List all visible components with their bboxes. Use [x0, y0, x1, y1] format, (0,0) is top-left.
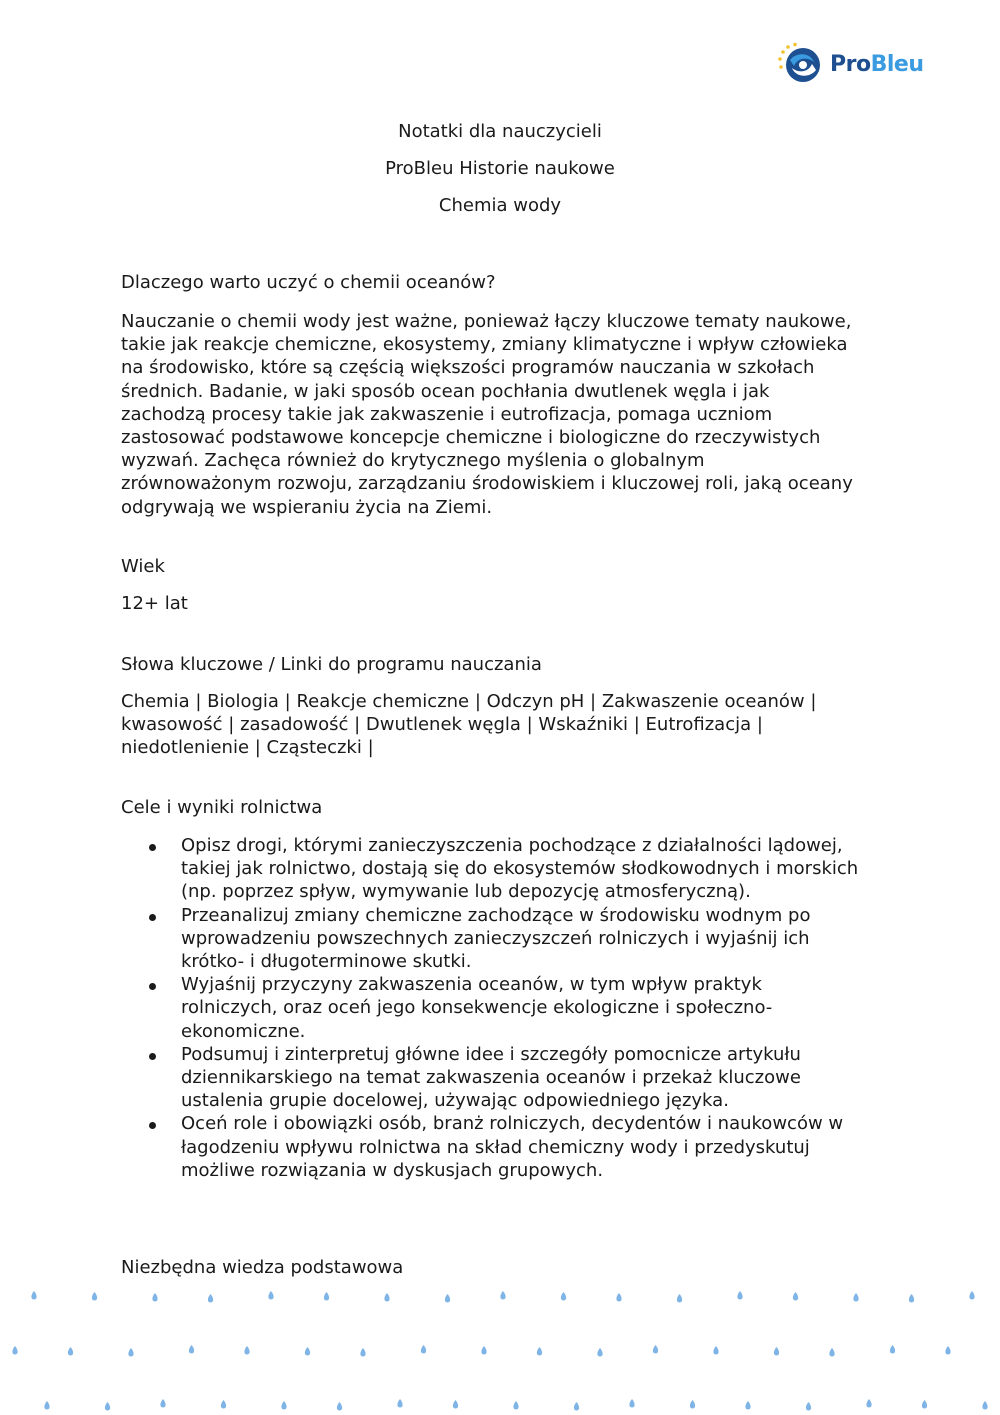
droplet-icon [793, 1292, 798, 1301]
bullet-icon [149, 844, 156, 851]
goals-heading: Cele i wyniki rolnictwa [121, 797, 323, 818]
droplet-icon [774, 1347, 779, 1356]
droplet-icon [829, 1348, 834, 1357]
why-line: średnich. Badanie, w jaki sposób ocean pochłania dwutlenek węgla i jak [121, 380, 770, 402]
bullet-icon [149, 1122, 156, 1129]
droplet-icon [574, 1402, 579, 1411]
list-item: Wyjaśnij przyczyny zakwaszenia oceanów, w tym wpływ praktyk rolniczych, oraz oceń jego konsekwencje ekologiczne i społeczno- ekonomiczne. [121, 973, 891, 1043]
droplet-icon [481, 1346, 486, 1355]
droplet-icon [221, 1400, 226, 1409]
keywords-line: niedotlenienie | Cząsteczki | [121, 737, 374, 759]
why-line: wyzwań. Zachęca również do krytycznego myślenia o globalnym [121, 450, 705, 472]
droplet-icon [969, 1291, 974, 1300]
droplet-icon [12, 1346, 17, 1355]
why-line: Nauczanie o chemii wody jest ważne, ponieważ łączy kluczowe tematy naukowe, [121, 311, 852, 332]
droplet-icon [922, 1400, 927, 1409]
droplet-icon [500, 1291, 505, 1300]
probleu-logo-icon [776, 42, 826, 86]
droplet-icon [337, 1402, 342, 1411]
droplet-icon [189, 1345, 194, 1354]
droplet-icon [160, 1399, 165, 1408]
droplet-icon [853, 1293, 858, 1302]
droplet-icon [629, 1399, 634, 1408]
droplet-icon [690, 1400, 695, 1409]
droplet-icon [945, 1346, 950, 1355]
droplet-icon [152, 1293, 157, 1302]
droplet-icon [616, 1293, 621, 1302]
droplet-icon [128, 1348, 133, 1357]
list-item: Oceń role i obowiązki osób, branż rolniczych, decydentów i naukowców w łagodzeniu wpływu rolnictwa na skład chemiczny wody i przedyskutuj możliwe rozwiązania w dyskusjach grupowych. [121, 1112, 891, 1182]
droplet-icon [445, 1294, 450, 1303]
probleu-logo [776, 42, 924, 86]
droplet-icon [866, 1399, 871, 1408]
droplet-icon [513, 1401, 518, 1410]
list-item: Podsumuj i zinterpretuj główne idee i szczegóły pomocnicze artykułu dziennikarskiego na temat zakwaszenia oceanów i przekaż kluczowe ustalenia grupie docelowej, używając odpowiedniego języka. [121, 1043, 891, 1113]
why-line: zrównoważonym rozwoju, zarządzaniu środowiskiem i kluczowej roli, jaką oceany [121, 473, 853, 495]
droplet-icon [360, 1348, 365, 1357]
why-heading: Dlaczego warto uczyć o chemii oceanów? [121, 272, 496, 293]
droplet-icon [982, 1401, 987, 1410]
droplet-icon [324, 1292, 329, 1301]
title-line-1: Notatki dla nauczycieli [398, 121, 602, 142]
droplet-icon [44, 1401, 49, 1410]
title-line-2: ProBleu Historie naukowe [385, 158, 615, 179]
droplet-icon [890, 1345, 895, 1354]
keywords-heading: Słowa kluczowe / Linki do programu nauczania [121, 654, 542, 675]
keywords-list [121, 690, 891, 760]
droplet-icon [384, 1293, 389, 1302]
droplet-icon [208, 1294, 213, 1303]
droplet-icon [537, 1347, 542, 1356]
droplet-icon [421, 1345, 426, 1354]
why-line: odgrywają we wspieraniu życia na Ziemi. [121, 496, 493, 518]
droplet-icon [713, 1346, 718, 1355]
keywords-line: kwasowość | zasadowość | Dwutlenek węgla | Wskaźniki | Eutrofizacja | [121, 714, 763, 736]
bullet-icon [149, 914, 156, 921]
age-value: 12+ lat [121, 593, 188, 614]
droplet-icon [305, 1347, 310, 1356]
bullet-icon [149, 1053, 156, 1060]
keywords-line: Chemia | Biologia | Reakcje chemiczne | Odczyn pH | Zakwaszenie oceanów | [121, 691, 817, 712]
logo-wordmark: ProBleu [830, 51, 924, 77]
why-line: zastosować podstawowe koncepcje chemiczne i biologiczne do rzeczywistych [121, 427, 821, 449]
why-line: zachodzą procesy takie jak zakwaszenie i eutrofizacja, pomaga uczniom [121, 403, 773, 425]
list-item: Opisz drogi, którymi zanieczyszczenia pochodzące z działalności lądowej, takiej jak rolnictwo, dostają się do ekosystemów słodkowodnych i morskich (np. poprzez spływ, wymywanie lub depozycję atmosferyczną). [121, 834, 891, 904]
droplet-icon [68, 1347, 73, 1356]
droplet-icon [745, 1401, 750, 1410]
droplet-icon [281, 1401, 286, 1410]
why-line: takie jak reakcje chemiczne, ekosystemy, zmiany klimatyczne i wpływ człowieka [121, 334, 848, 356]
goals-list [121, 834, 891, 1182]
title-line-3: Chemia wody [438, 195, 562, 216]
droplet-icon [397, 1399, 402, 1408]
droplet-icon [105, 1402, 110, 1411]
droplet-icon [244, 1346, 249, 1355]
list-item: Przeanalizuj zmiany chemiczne zachodzące w środowisku wodnym po wprowadzeniu powszechnych zanieczyszczeń rolniczych i wyjaśnij ich krótko- i długoterminowe skutki. [121, 904, 891, 974]
droplet-icon [806, 1402, 811, 1411]
document-title [0, 118, 1000, 229]
why-line: na środowisko, które są częścią większości programów nauczania w szkołach [121, 357, 815, 379]
age-heading: Wiek [121, 556, 165, 577]
droplet-icon [92, 1292, 97, 1301]
droplet-icon [909, 1294, 914, 1303]
droplet-pattern [0, 1280, 1000, 1415]
why-paragraph [121, 310, 891, 519]
background-heading: Niezbędna wiedza podstawowa [121, 1257, 404, 1278]
droplet-icon [453, 1400, 458, 1409]
droplet-icon [653, 1345, 658, 1354]
droplet-icon [268, 1291, 273, 1300]
droplet-icon [737, 1291, 742, 1300]
droplet-icon [561, 1292, 566, 1301]
droplet-icon [31, 1291, 36, 1300]
bullet-icon [149, 983, 156, 990]
droplet-icon [597, 1348, 602, 1357]
droplet-icon [677, 1294, 682, 1303]
